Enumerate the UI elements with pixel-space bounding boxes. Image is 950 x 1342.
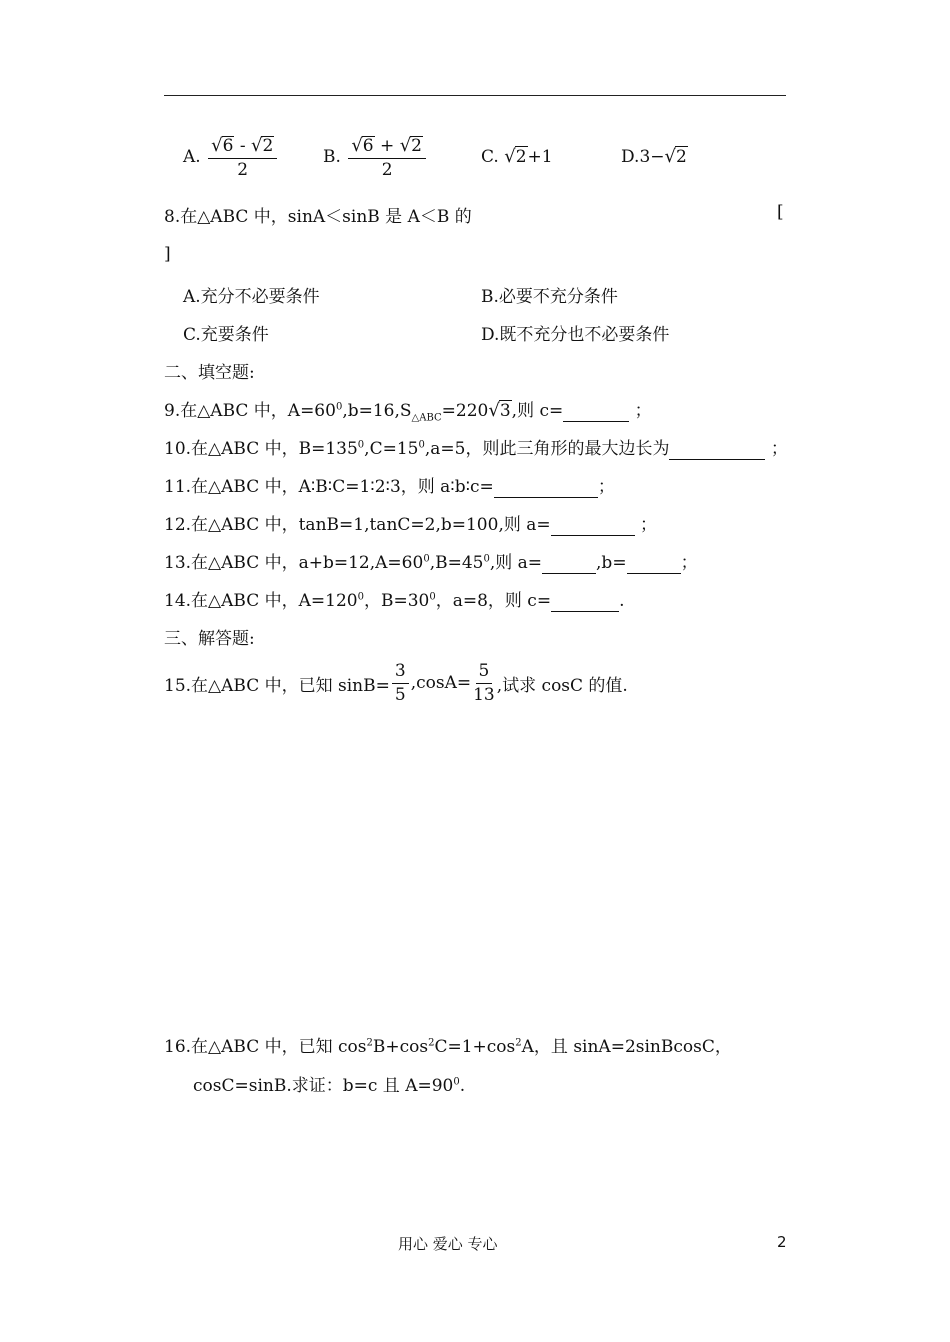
q7-option-d: D.3−√2: [621, 146, 687, 167]
q8-option-a: A.充分不必要条件: [183, 287, 320, 307]
footer-motto: 用心 爱心 专心: [398, 1235, 498, 1253]
q16-line2: cosC=sinB.求证：b=c 且 $A=90^0$.: [193, 1076, 466, 1096]
q13: 13.在△ABC 中，$a+b=12,A=60^0,B=45^0$,则 a= ,b= ；: [164, 553, 698, 573]
q10: 10.在△ABC 中，$B=135^0,C=15^0,a=5$，则此三角形的最大边长为 ；: [164, 439, 788, 459]
q16-line1: 16.在△ABC 中，已知 $\cos^2B+\cos^2C=1+\cos^2A$，且 sinA=2sinBcosC，: [164, 1037, 732, 1057]
header-rule: [164, 95, 786, 96]
q8-option-c: C.充要条件: [183, 325, 269, 345]
page-number: 2: [777, 1233, 787, 1251]
q12-answer-blank: [551, 515, 635, 536]
q15: 15.在△ABC 中，已知 sinB= $\frac{3}{5}$ ,cosA= $\frac{5}{13}$ ,试求 cosC 的值.: [164, 661, 628, 705]
q7-option-c: C. √2+1: [481, 146, 553, 167]
q9-answer-blank: [563, 401, 629, 422]
section-heading-fill-in: 二、填空题:: [164, 363, 255, 383]
q8-bracket-close: ]: [164, 244, 171, 264]
q7-option-a: A. $\frac{√6 - √2}{2}$: [183, 136, 279, 179]
q7-option-b: B. $\frac{√6 + √2}{2}$: [323, 136, 428, 179]
q11: 11.在△ABC 中，A∶B∶C=1∶2∶3，则 a∶b∶c= ；: [164, 477, 615, 497]
q8-option-b: B.必要不充分条件: [481, 287, 618, 307]
q14: 14.在△ABC 中，$A=120^0$，$B=30^0$，a=8，则 c= .: [164, 591, 625, 611]
q8-option-d: D.既不充分也不必要条件: [481, 325, 670, 345]
section-heading-answer: 三、解答题:: [164, 629, 255, 649]
q12: 12.在△ABC 中，tanB=1,tanC=2,b=100,则 a= ；: [164, 515, 658, 535]
q10-answer-blank: [669, 439, 765, 460]
q9: 9.在△ABC 中，$A=60^0,b=16,S_{\triangle ABC}=220√3$,则 c= ；: [164, 400, 652, 424]
q13-a-blank: [542, 553, 596, 574]
q11-answer-blank: [494, 477, 598, 498]
q14-answer-blank: [551, 591, 619, 612]
q8-stem: 8.在△ABC 中，sinA＜sinB 是 A＜B 的: [164, 207, 472, 227]
q8-bracket-open: [: [777, 202, 784, 222]
q13-b-blank: [627, 553, 681, 574]
